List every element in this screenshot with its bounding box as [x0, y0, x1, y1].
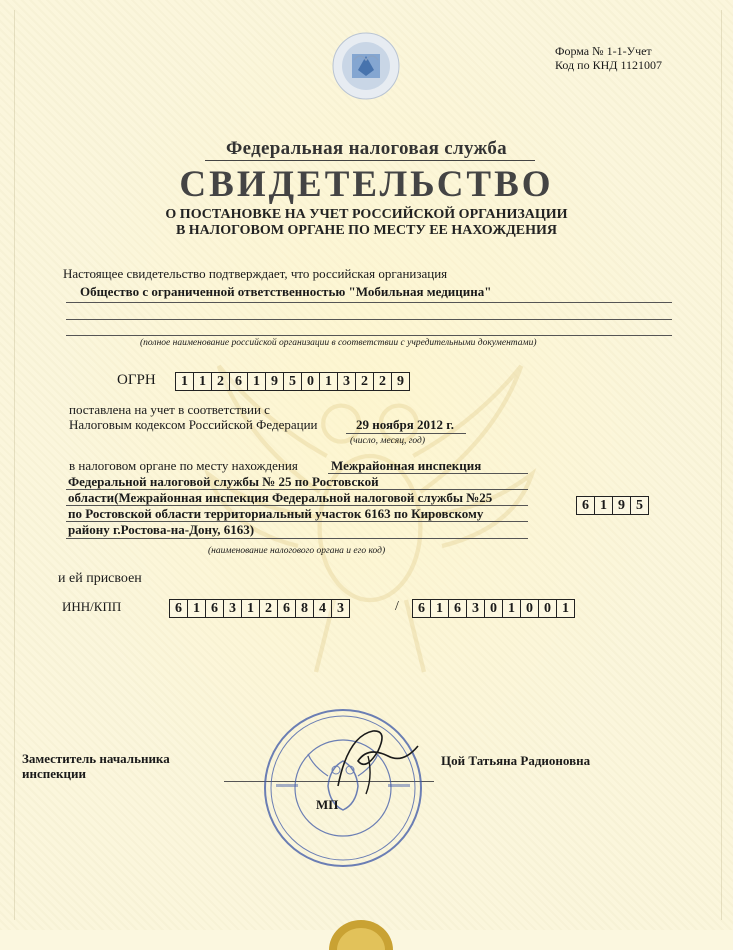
kpp-digit: 1: [502, 599, 521, 618]
inn-digit: 3: [223, 599, 242, 618]
organization-name: Общество с ограниченной ответственностью "Мобильная медицина": [80, 284, 492, 299]
page-title: СВИДЕТЕЛЬСТВО: [179, 164, 554, 205]
ogrn-digit: 1: [175, 372, 194, 391]
authority-prefix: в налоговом органе по месту нахождения: [69, 458, 298, 473]
authority-line-3: области(Межрайонная инспекция Федеральной налоговой службы №25: [68, 490, 493, 505]
authority-rule-5: [66, 538, 528, 539]
ogrn-digit: 2: [373, 372, 392, 391]
registered-line-2: Налоговым кодексом Российской Федерации: [69, 417, 318, 432]
inn-digit: 6: [169, 599, 188, 618]
page-subtitle: [0, 207, 733, 239]
ogrn-digit: 9: [265, 372, 284, 391]
kpp-digit: 6: [412, 599, 431, 618]
ogrn-digit: 1: [193, 372, 212, 391]
hologram-emblem-icon: [330, 30, 402, 102]
ogrn-digit: 1: [319, 372, 338, 391]
inn-digit: 6: [205, 599, 224, 618]
inn-digit: 4: [313, 599, 332, 618]
kpp-cells: [413, 599, 575, 618]
ogrn-digit: 0: [301, 372, 320, 391]
ogrn-digit: 5: [283, 372, 302, 391]
ogrn-digit: 6: [229, 372, 248, 391]
ogrn-digit: 3: [337, 372, 356, 391]
kpp-digit: 0: [484, 599, 503, 618]
org-line-3: [66, 335, 672, 336]
org-line-1: [66, 302, 672, 303]
registered-line-1: поставлена на учет в соответствии с: [69, 402, 270, 417]
inn-kpp-separator: /: [395, 599, 399, 614]
handwritten-signature: [318, 716, 428, 796]
date-line: [346, 433, 466, 434]
header-rule: [205, 160, 535, 161]
gold-seal-icon: [326, 910, 396, 950]
signer-position: [22, 751, 170, 781]
signer-name: Цой Татьяна Радионовна: [441, 753, 591, 768]
org-caption: (полное наименование российской организации в соответствии с учредительными документами): [140, 338, 537, 348]
authority-line-1: Межрайонная инспекция: [331, 458, 482, 473]
authority-code-digit: 9: [612, 496, 631, 515]
date-caption: (число, месяц, год): [350, 436, 426, 446]
ogrn-digit: 9: [391, 372, 410, 391]
inn-digit: 2: [259, 599, 278, 618]
signer-position-line-1: Заместитель начальника: [22, 751, 170, 766]
stamp-place-mark: МП: [316, 797, 339, 812]
authority-line-4: по Ростовской области территориальный участок 6163 по Кировскому: [68, 506, 484, 521]
authority-code-digit: 1: [594, 496, 613, 515]
knd-code: Код по КНД 1121007: [555, 58, 662, 72]
inn-digit: 6: [277, 599, 296, 618]
registration-date: 29 ноября 2012 г.: [356, 417, 454, 432]
inn-digit: 1: [241, 599, 260, 618]
ogrn-digit: 2: [211, 372, 230, 391]
subtitle-line-2: В НАЛОГОВОМ ОРГАНЕ ПО МЕСТУ ЕЕ НАХОЖДЕНИЯ: [175, 223, 558, 238]
authority-code-digit: 6: [576, 496, 595, 515]
authority-line-5: району г.Ростова-на-Дону, 6163): [68, 522, 255, 537]
agency-name: Федеральная налоговая служба: [226, 138, 507, 159]
org-line-2: [66, 319, 672, 320]
authority-caption: (наименование налогового органа и его код): [208, 546, 386, 556]
assigned-text: и ей присвоен: [58, 571, 142, 586]
kpp-digit: 1: [430, 599, 449, 618]
authority-code-digit: 5: [630, 496, 649, 515]
ogrn-digit: 1: [247, 372, 266, 391]
kpp-digit: 0: [538, 599, 557, 618]
subtitle-line-1: О ПОСТАНОВКЕ НА УЧЕТ РОССИЙСКОЙ ОРГАНИЗАЦИИ: [165, 207, 568, 222]
ogrn-digit: 2: [355, 372, 374, 391]
inn-digit: 8: [295, 599, 314, 618]
inn-cells: [170, 599, 350, 618]
inn-digit: 1: [187, 599, 206, 618]
inn-kpp-label: ИНН/КПП: [62, 599, 122, 614]
ogrn-label: ОГРН: [117, 372, 156, 388]
kpp-digit: 3: [466, 599, 485, 618]
inn-digit: 3: [331, 599, 350, 618]
authority-code-cells: [577, 496, 649, 515]
intro-text: Настоящее свидетельство подтверждает, что российская организация: [63, 266, 448, 281]
form-number: Форма № 1-1-Учет: [555, 44, 652, 58]
kpp-digit: 1: [556, 599, 575, 618]
signer-position-line-2: инспекции: [22, 766, 86, 781]
authority-line-2: Федеральной налоговой службы № 25 по Ростовской: [68, 474, 379, 489]
ogrn-cells: [176, 372, 410, 391]
form-code: [555, 44, 662, 72]
kpp-digit: 0: [520, 599, 539, 618]
kpp-digit: 6: [448, 599, 467, 618]
